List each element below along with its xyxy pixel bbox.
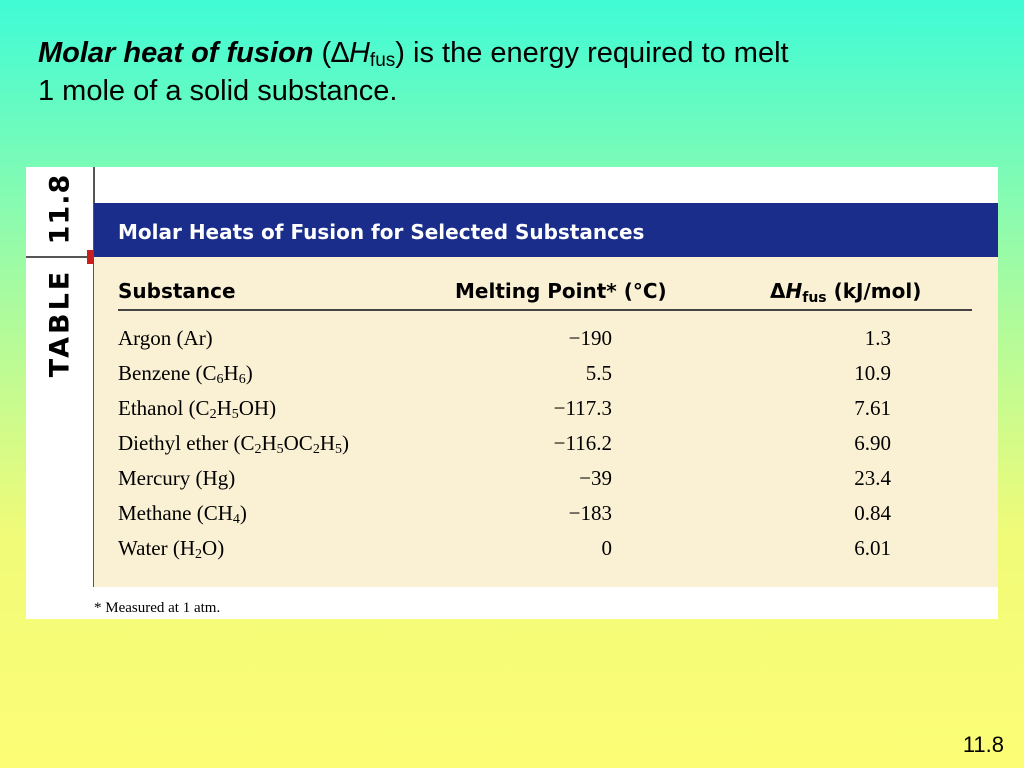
table-row — [94, 463, 998, 497]
cell-dh-fus: 1.3 — [864, 326, 891, 350]
table-footnote: * Measured at 1 atm. — [94, 600, 221, 616]
cell-dh-fus: 7.61 — [854, 396, 891, 420]
table-content — [94, 203, 998, 587]
heading-rest: is the energy required to melt — [404, 37, 789, 69]
dh-unit: (kJ/mol) — [826, 279, 922, 303]
cell-melting-point: −117.3 — [553, 396, 612, 420]
cell-melting-point: −183 — [568, 501, 612, 525]
cell-dh-fus: 0.84 — [854, 501, 891, 525]
table-row — [94, 323, 998, 357]
dh-sub: fus — [802, 290, 827, 306]
cell-dh-fus: 6.01 — [854, 536, 891, 560]
cell-substance: Mercury (Hg) — [118, 466, 236, 490]
table-row — [94, 358, 998, 392]
cell-substance: Water $(H_2O)$ — [118, 536, 225, 562]
column-header-dh-fus — [770, 279, 922, 306]
slide-number: 11.8 — [962, 732, 1004, 757]
cell-substance: Methane $(CH_4)$ — [118, 501, 247, 527]
cell-substance: Diethyl ether $(C_2H_5OC_2H_5)$ — [118, 431, 349, 457]
table-row — [94, 498, 998, 532]
cell-dh-fus: 10.9 — [854, 361, 891, 385]
heading-paren-open: ( — [313, 37, 332, 69]
table-row — [94, 428, 998, 462]
dh-delta: Δ — [770, 279, 786, 303]
table-side-number: 11.8 — [44, 173, 76, 245]
cell-dh-fus: 6.90 — [854, 431, 891, 455]
dh-h: H — [785, 279, 803, 303]
cell-melting-point: −39 — [579, 466, 612, 490]
cell-substance: Argon (Ar) — [118, 326, 213, 350]
table-title: Molar Heats of Fusion for Selected Substances — [118, 220, 645, 244]
cell-melting-point: −190 — [568, 326, 612, 350]
column-header-substance: Substance — [118, 279, 236, 303]
cell-melting-point: 0 — [601, 536, 612, 560]
table-side-word: TABLE — [44, 268, 76, 378]
heading-paren-close: ) — [395, 37, 405, 69]
table-row — [94, 533, 998, 567]
cell-substance: Benzene $(C_6H_6)$ — [118, 361, 253, 387]
header-rule — [118, 309, 972, 311]
cell-melting-point: 5.5 — [585, 361, 612, 385]
cell-substance: Ethanol $(C_2H_5OH)$ — [118, 396, 277, 422]
heading-term: Molar heat of fusion — [38, 37, 314, 69]
heading-h: H — [348, 37, 370, 69]
cell-melting-point: −116.2 — [553, 431, 612, 455]
column-header-melting-point: Melting Point* (°C) — [455, 279, 667, 303]
table-panel — [26, 167, 998, 619]
table-row — [94, 393, 998, 427]
table-side-label — [26, 167, 94, 587]
heading-delta: ∆ — [331, 37, 349, 69]
heading-line2: 1 mole of a solid substance. — [38, 75, 398, 107]
heading-sub: fus — [369, 50, 396, 71]
cell-dh-fus: 23.4 — [854, 466, 891, 490]
side-divider-horizontal — [26, 256, 92, 258]
table-title-band — [94, 203, 998, 257]
slide-heading — [38, 34, 998, 110]
